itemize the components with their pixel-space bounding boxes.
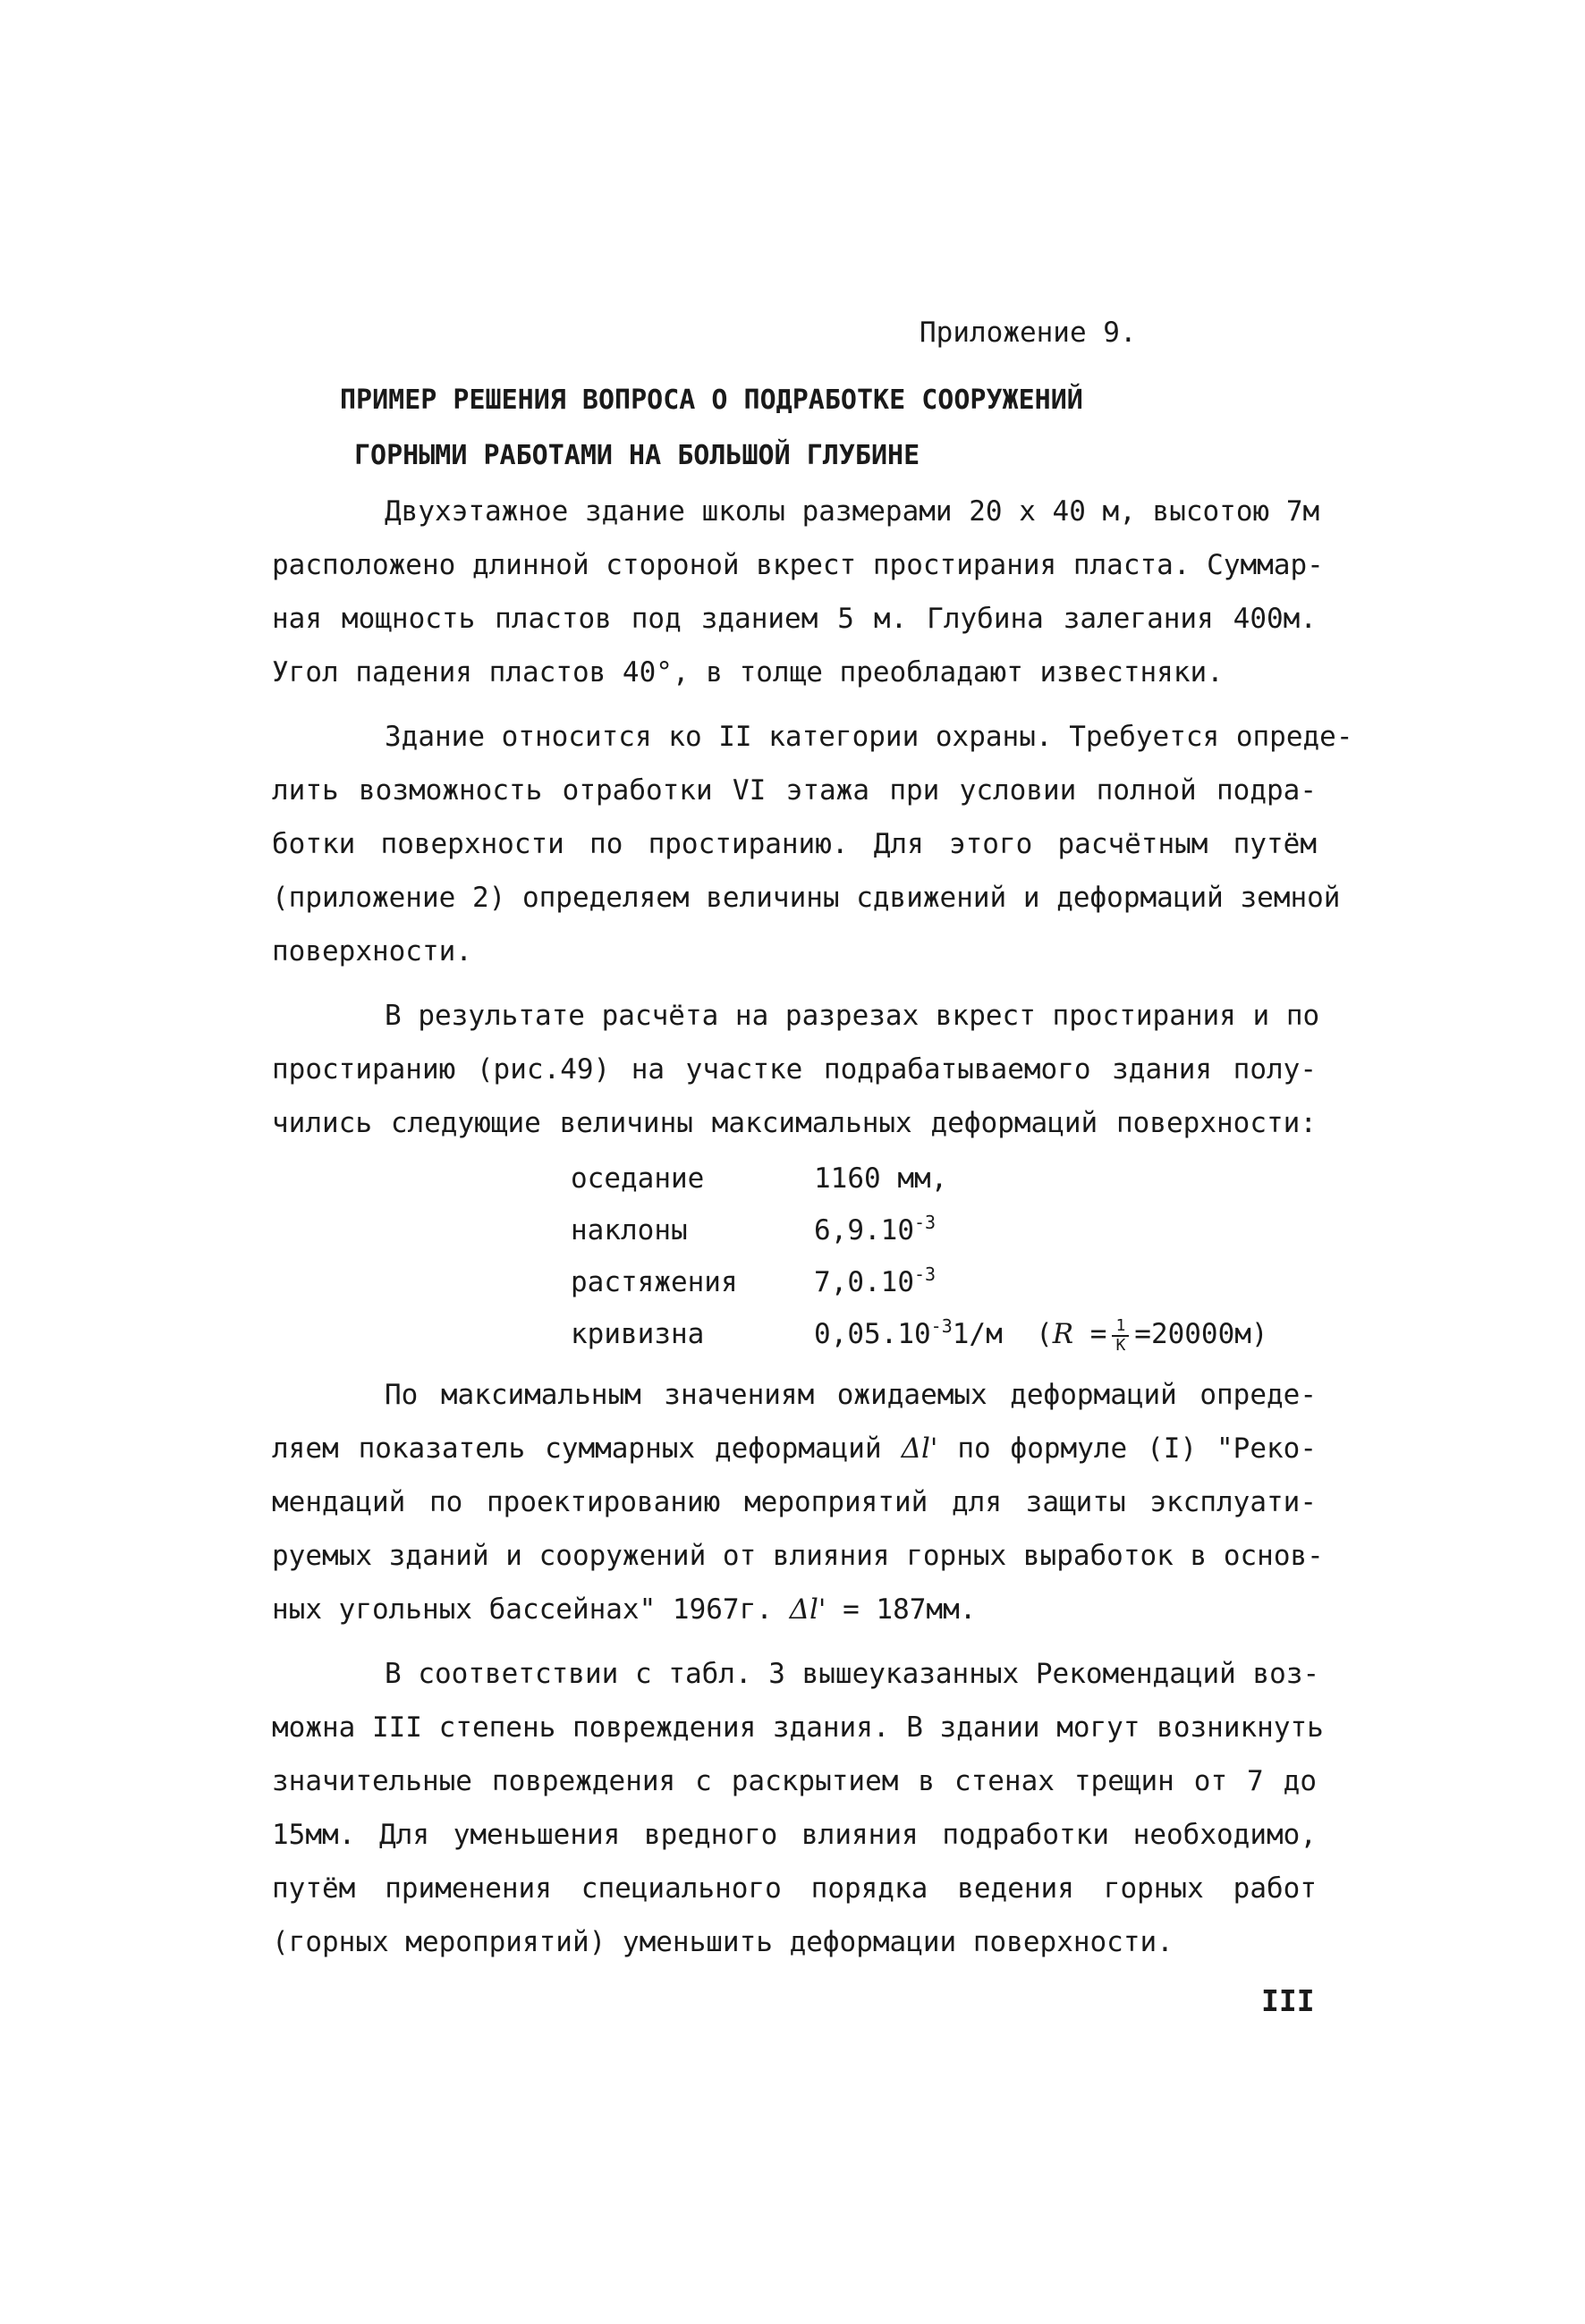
para2-line: поверхности. [272,935,472,968]
deformation-name: оседание [571,1162,705,1195]
deformation-name: растяжения [571,1266,738,1298]
deformation-value: $7,0.10^{-3}$ [814,1263,937,1298]
para3-line: простиранию (рис.49) на участке подрабатываемого здания полу- [272,1053,1317,1086]
curvature-fraction: $\frac{1}{K}$ [1112,1317,1129,1355]
deformation-name: наклоны [571,1214,688,1247]
para5-line: (горных мероприятий) уменьшить деформации поверхности. [272,1926,1174,1958]
para2-line: Здание относится ко II категории охраны. Требуется опреде- [385,721,1353,753]
para1-line: расположено длинной стороной вкрест простирания пласта. Суммар- [272,549,1324,581]
para4-line: ных угольных бассейнах" 1967г. Δl' = 187мм. [272,1593,977,1626]
para5-line: можна III степень повреждения здания. В здании могут возникнуть [272,1711,1324,1744]
para5-line: путём применения специального порядка ведения горных работ [272,1872,1317,1905]
delta-l-symbol: Δl' [789,1593,826,1626]
para4-line: мендаций по проектированию мероприятий для защиты эксплуати- [272,1486,1317,1518]
title-line-1: ПРИМЕР РЕШЕНИЯ ВОПРОСА О ПОДРАБОТКЕ СООРУЖЕНИЙ [340,385,1083,416]
para5-line: 15мм. Для уменьшения вредного влияния подработки необходимо, [272,1819,1317,1851]
para5-line: значительные повреждения с раскрытием в стенах трещин от 7 до [272,1765,1317,1797]
deformation-value: $0,05.10^{-3}1/м$ (R = $\frac{1}{K}$ =20000м) [814,1315,1268,1355]
radius-symbol: R [1052,1318,1074,1350]
deformation-value: 1160 мм, [814,1162,948,1195]
para4-line: ляем показатель суммарных деформаций Δl' по формуле (I) "Реко- [272,1432,1317,1465]
para1-line: ная мощность пластов под зданием 5 м. Глубина залегания 400м. [272,603,1317,635]
para4-line: По максимальным значениям ожидаемых деформаций опреде- [385,1379,1317,1411]
para3-line: В результате расчёта на разрезах вкрест простирания и по [385,1000,1320,1032]
title-line-2: ГОРНЫМИ РАБОТАМИ НА БОЛЬШОЙ ГЛУБИНЕ [354,440,920,471]
para4-line: руемых зданий и сооружений от влияния горных выработок в основ- [272,1540,1324,1572]
para5-line: В соответствии с табл. 3 вышеуказанных Рекомендаций воз- [385,1658,1320,1690]
deformation-name: кривизна [571,1318,705,1350]
para2-line: лить возможность отработки VI этажа при условии полной подра- [272,774,1317,807]
para2-line: ботки поверхности по простиранию. Для этого расчётным путём [272,828,1317,860]
para3-line: чились следующие величины максимальных деформаций поверхности: [272,1107,1317,1139]
para1-line: Двухэтажное здание школы размерами 20 х 40 м, высотою 7м [385,495,1320,528]
appendix-label: Приложение 9. [920,317,1137,349]
para1-line: Угол падения пластов 40°, в толще преобладают известняки. [272,656,1224,689]
page-number: III [1261,1983,1315,2018]
delta-l-symbol: Δl' [901,1432,938,1465]
deformation-value: $6,9.10^{-3}$ [814,1212,937,1247]
para2-line: (приложение 2) определяем величины сдвижений и деформаций земной [272,882,1341,914]
